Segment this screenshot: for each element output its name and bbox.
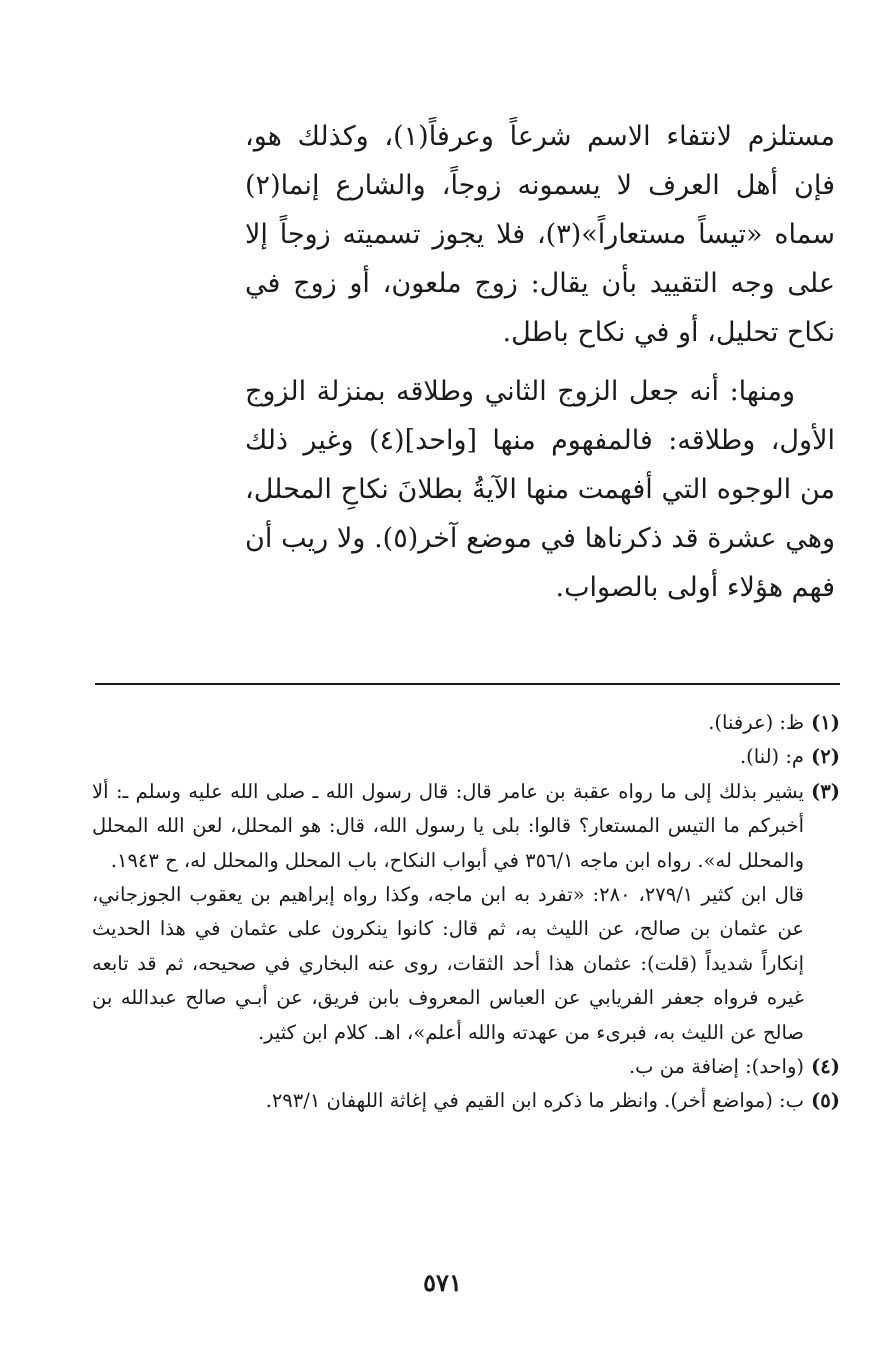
footnote-divider — [95, 683, 840, 685]
footnote-4 — [92, 1050, 840, 1084]
main-paragraph-2: ومنها: أنه جعل الزوج الثاني وطلاقه بمنزلة الزوج الأول، وطلاقه: فالمفهوم منها [واحد](٤) وغير ذلك من الوجوه التي أفهمت منها الآيةُ بطلانَ نكاحِ المحلل، وهي عشرة قد ذكرناها في موضع آخر(٥). ولا ريب أن فهم هؤلاء أولى بالصواب. — [245, 376, 835, 603]
footnote-number: (٣) — [811, 779, 840, 803]
footnote-text: قال ابن كثير ٢٧٩/١، ٢٨٠: «تفرد به ابن ماجه، وكذا رواه إبراهيم بن يعقوب الجوزجاني، عن عثمان بن صالح، عن الليث به، ثم قال: كانوا ينكرون على عثمان في هذا الحديث إنكاراً شديداً (قلت): عثمان هذا أحد الثقات، روى عنه البخاري في صحيحه، ثم قد تابعه غيره فرواه جعفر الفريابي عن العباس المعروف بابن فريق، عن أبـي صالح عبدالله بن صالح عن الليث به، فبرىء من عهدته والله أعلم»، اهـ. كلام ابن كثير. — [92, 883, 804, 1044]
footnotes-block — [92, 706, 840, 1119]
footnote-number: (١) — [811, 711, 840, 734]
footnote-text: ظ: (عرفنا). — [708, 711, 804, 734]
footnote-text: (واحد): إضافة من ب. — [628, 1055, 804, 1079]
footnote-text: يشير بذلك إلى ما رواه عقبة بن عامر قال: قال رسول الله ـ صلى الله عليه وسلم ـ: ألا أخبركم ما التيس المستعار؟ قالوا: بلى يا رسول الله، قال: هو المحلل، لعن الله المحلل والمحلل له». رواه ابن ماجه ٣٥٦/١ في أبواب النكاح، باب المحلل والمحلل له، ح ١٩٤٣. — [92, 779, 804, 872]
footnote-3 — [92, 775, 840, 1050]
footnote-text: ب: (مواضع أخر). وانظر ما ذكره ابن القيم في إغاثة اللهفان ٢٩٣/١. — [265, 1089, 804, 1113]
footnote-1 — [92, 706, 840, 740]
footnote-number: (٢) — [811, 745, 840, 769]
main-text-block — [245, 112, 835, 612]
footnote-5 — [92, 1084, 840, 1118]
footnote-body — [92, 1084, 804, 1118]
footnote-text: م: (لنا). — [739, 745, 804, 769]
page-number: ٥٧١ — [423, 1268, 462, 1297]
footnote-number: (٥) — [811, 1089, 840, 1113]
main-paragraph-1: مستلزم لانتفاء الاسم شرعاً وعرفاً(١)، وكذلك هو، فإن أهل العرف لا يسمونه زوجاً، والشارع إنما(٢) سماه «تيساً مستعاراً»(٣)، فلا يجوز تسميته زوجاً إلا على وجه التقييد بأن يقال: زوج ملعون، أو زوج في نكاح تحليل، أو في نكاح باطل. — [245, 121, 836, 348]
footnote-number: (٤) — [811, 1055, 840, 1079]
footnote-2 — [92, 740, 840, 774]
footnote-body — [92, 706, 804, 740]
footnote-body — [92, 1050, 804, 1084]
footnote-body — [92, 775, 804, 1050]
footnote-body — [92, 740, 804, 774]
